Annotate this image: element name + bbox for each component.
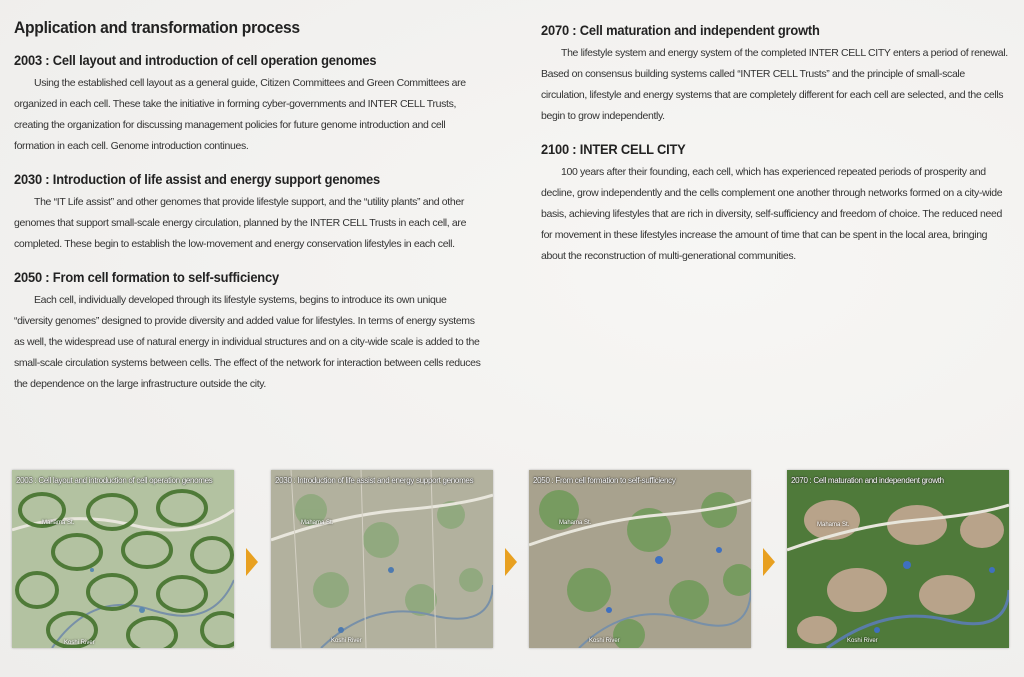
arrow-right-icon <box>246 548 258 576</box>
aerial-image-2003 <box>12 470 234 648</box>
map-label: Koshi River <box>589 638 620 644</box>
map-label: Koshi River <box>331 638 362 644</box>
section-body: 100 years after their founding, each cell, which has experienced repeated periods of prosperity and decline, grow independently and the cells complement one another through networks formed on a city-wide basis, achieving lifestyles that are rich in diversity, self-sufficiency and freedom of choice. The reduced need for movement in these lifestyles increase the amount of time that can be spent in the local area, bringing about the reconstruction of multi-generational communities. <box>541 166 1003 262</box>
image-caption: 2050 : From cell formation to self-sufficiency <box>533 476 676 485</box>
map-label: Koshi River <box>64 640 95 646</box>
arrow-right-icon <box>505 548 517 576</box>
page-title: Application and transformation process <box>14 18 300 37</box>
section-heading: 2003 : Cell layout and introduction of cell operation genomes <box>14 52 377 68</box>
left-column <box>14 18 484 409</box>
aerial-image-2070 <box>787 470 1009 648</box>
section-2050 <box>14 269 484 395</box>
section-heading: 2070 : Cell maturation and independent growth <box>541 22 820 38</box>
section-body: The lifestyle system and energy system of the completed INTER CELL CITY enters a period of renewal. Based on consensus building systems called “INTER CELL Trusts” and the principle of small-scale circulation, lifestyle and energy systems that are completely different for each cell are selected, and the cells begin to grow independently. <box>541 47 1008 122</box>
section-body: Each cell, individually developed through its lifestyle systems, begins to introduce its own unique “diversity genomes” designed to provide diversity and added value for lifestyles. In terms of energy systems as well, the widespread use of natural energy in individual structures and on a city-wide scale is added to the small-scale circulation systems between cells. The effect of the network for interaction between cells reduces the dependence on the large infrastructure outside the city. <box>14 294 481 390</box>
map-label: Mahama St. <box>817 522 850 528</box>
aerial-image-2030 <box>271 470 493 648</box>
section-2070 <box>541 22 1011 127</box>
aerial-image-2050 <box>529 470 751 648</box>
map-label: Koshi River <box>847 638 878 644</box>
image-caption: 2003 : Cell layout and introduction of cell operation genomes <box>16 476 213 485</box>
image-caption: 2070 : Cell maturation and independent growth <box>791 476 944 485</box>
section-2003 <box>14 52 484 157</box>
section-body: The “IT Life assist” and other genomes that provide lifestyle support, and the “utility plants” and other genomes that support small-scale energy circulation, planned by the INTER CELL Trusts in each cell, are completed. These begin to establish the low-movement and energy conservation lifestyles in each cell. <box>14 196 467 250</box>
section-2100 <box>541 141 1011 267</box>
section-heading: 2100 : INTER CELL CITY <box>541 141 686 157</box>
section-2030 <box>14 171 484 255</box>
aerial-image-strip <box>12 470 1012 650</box>
section-body: Using the established cell layout as a general guide, Citizen Committees and Green Committees are organized in each cell. These take the initiative in forming cyber-governments and INTER CELL Trusts, creating the organization for discussing management policies for future genome introduction and cell formation in each cell. Genome introduction continues. <box>14 77 466 152</box>
map-label: Mahama St. <box>559 520 592 526</box>
arrow-right-icon <box>763 548 775 576</box>
image-caption: 2030 : Introduction of life assist and energy support genomes <box>275 476 474 485</box>
right-column <box>541 22 1011 281</box>
section-heading: 2050 : From cell formation to self-sufficiency <box>14 269 279 285</box>
map-label: Mahama St. <box>301 520 334 526</box>
map-label: Mahama St. <box>42 520 75 526</box>
section-heading: 2030 : Introduction of life assist and energy support genomes <box>14 171 380 187</box>
